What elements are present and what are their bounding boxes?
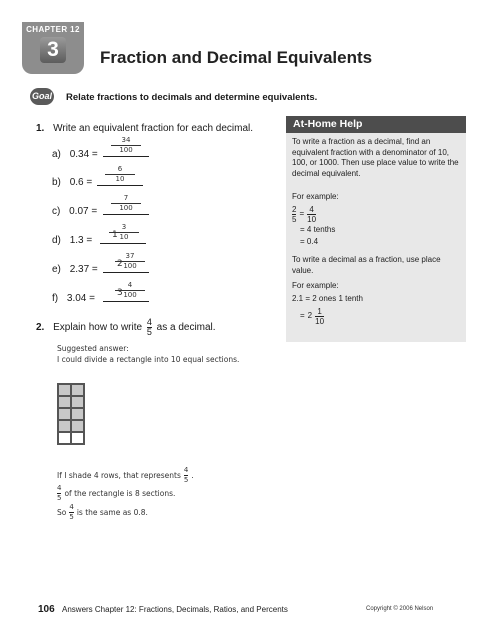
item-d — [52, 235, 92, 246]
goal-badge: Goal — [30, 88, 54, 105]
goal-text: Relate fractions to decimals and determine equivalents. — [66, 92, 318, 103]
answer-fraction — [111, 194, 141, 213]
item-label: e) — [52, 264, 61, 275]
explanation-line-2 — [57, 484, 175, 503]
explanation-text: If I shade 4 rows, that represents — [57, 471, 181, 480]
item-a — [52, 149, 98, 160]
help-example-line: 2.1 = 2 ones 1 tenth — [292, 294, 363, 303]
page-title: Fraction and Decimal Equivalents — [100, 48, 373, 67]
help-paragraph-1: To write a fraction as a decimal, find an equivalent fraction with a denominator of 10, 100, or 1000. Then use place value to write the decimal equivalent. — [292, 137, 459, 178]
answer-fraction — [115, 281, 145, 300]
help-title: At-Home Help — [293, 118, 363, 130]
item-expression: 3.04 = — [66, 293, 95, 304]
item-label: d) — [52, 235, 61, 246]
item-label: a) — [52, 149, 61, 160]
explanation-text: is the same as 0.8. — [76, 508, 148, 517]
inline-fraction — [292, 205, 296, 224]
mixed-whole: 2 — [307, 311, 313, 321]
fraction-denominator: 5 — [183, 476, 189, 484]
item-c — [52, 206, 97, 217]
question-prompt: Explain how to write — [53, 322, 143, 334]
answer-numerator: 37 — [125, 252, 135, 260]
fraction-denominator: 5 — [146, 327, 152, 337]
help-example-label: For example: — [292, 192, 339, 201]
inline-fraction — [147, 318, 152, 337]
item-label: c) — [52, 206, 61, 217]
answer-line — [103, 272, 149, 273]
answer-denominator: 10 — [109, 232, 139, 242]
item-expression: 1.3 = — [69, 235, 93, 246]
answer-whole: 1 — [112, 230, 118, 240]
answer-numerator: 3 — [121, 223, 127, 231]
answer-denominator: 100 — [111, 203, 141, 213]
grid-cell — [71, 432, 84, 444]
explanation-line-3 — [57, 503, 148, 522]
lesson-number-badge: 3 — [40, 37, 66, 63]
inline-fraction — [57, 484, 61, 503]
footer-text: Answers Chapter 12: Fractions, Decimals, Ratios, and Percents — [62, 605, 288, 614]
help-example-line: = 4 tenths — [300, 225, 336, 234]
answer-line — [103, 156, 149, 157]
answer-line — [97, 185, 143, 186]
answer-whole: 2 — [117, 259, 123, 269]
grid-cell — [58, 432, 71, 444]
explanation-text: So — [57, 508, 67, 517]
item-f — [52, 293, 95, 304]
answer-numerator: 4 — [127, 281, 133, 289]
grid-cell-shaded — [71, 396, 84, 408]
explanation-period: . — [191, 471, 194, 480]
inline-fraction — [69, 503, 73, 522]
item-expression: 2.37 = — [69, 264, 98, 275]
answer-heading: Suggested answer: — [57, 344, 129, 353]
answer-line — [100, 243, 146, 244]
question-prompt: Write an equivalent fraction for each decimal. — [53, 123, 254, 134]
help-example-1: $\frac{2}{5}$ = $\frac{4}{10}$ — [292, 205, 317, 224]
item-label: f) — [52, 293, 59, 304]
answer-line — [103, 214, 149, 215]
fraction-numerator: 1 — [317, 307, 322, 316]
answer-fraction — [109, 223, 139, 242]
help-example-2: = 2 $\frac{1}{10}$ — [300, 307, 325, 326]
answer-denominator: 100 — [111, 145, 141, 155]
fraction-numerator: 4 — [69, 503, 74, 511]
fraction-denominator: 5 — [57, 494, 62, 502]
help-example-line: = 0.4 — [300, 237, 319, 246]
page-number: 106 — [38, 604, 55, 615]
question-number: 1. — [36, 123, 45, 134]
answer-numerator: 7 — [123, 194, 129, 202]
fraction-numerator: 4 — [57, 484, 62, 492]
help-paragraph-2: To write a decimal as a fraction, use place value. — [292, 255, 441, 275]
inline-fraction — [307, 205, 316, 224]
answer-denominator: 10 — [105, 174, 135, 184]
question-1 — [36, 123, 253, 134]
grid-cell-shaded — [58, 384, 71, 396]
question-prompt-end: as a decimal. — [156, 322, 216, 334]
explanation-line-1 — [57, 466, 194, 485]
item-label: b) — [52, 177, 61, 188]
answer-denominator: 100 — [115, 261, 145, 271]
fraction-denominator: 5 — [292, 215, 297, 224]
tenths-grid — [57, 383, 85, 445]
item-e — [52, 264, 98, 275]
answer-fraction — [115, 252, 145, 271]
grid-cell-shaded — [71, 384, 84, 396]
chapter-label: CHAPTER 12 — [26, 25, 80, 34]
answer-numerator: 6 — [117, 165, 123, 173]
grid-cell-shaded — [71, 420, 84, 432]
fraction-numerator: 4 — [309, 205, 314, 214]
grid-cell-shaded — [58, 420, 71, 432]
copyright: Copyright © 2006 Nelson — [366, 606, 434, 612]
grid-cell-shaded — [71, 408, 84, 420]
grid-cell-shaded — [58, 396, 71, 408]
fraction-denominator: 10 — [315, 317, 325, 326]
fraction-numerator: 4 — [183, 466, 189, 474]
fraction-numerator: 2 — [292, 205, 297, 214]
question-number: 2. — [36, 322, 45, 334]
answer-numerator: 34 — [121, 136, 131, 144]
item-expression: 0.6 = — [69, 177, 93, 188]
item-expression: 0.07 = — [69, 206, 98, 217]
inline-fraction — [315, 307, 324, 326]
answer-fraction — [105, 165, 135, 184]
answer-whole: 3 — [117, 288, 123, 298]
answer-line — [103, 301, 149, 302]
item-b — [52, 177, 92, 188]
explanation-text: of the rectangle is 8 sections. — [64, 489, 176, 498]
answer-fraction — [111, 136, 141, 155]
answer-denominator: 100 — [115, 290, 145, 300]
help-example-label: For example: — [292, 281, 339, 290]
fraction-denominator: 10 — [307, 215, 317, 224]
item-expression: 0.34 = — [69, 149, 98, 160]
fraction-numerator: 4 — [146, 317, 152, 327]
question-2 — [36, 318, 216, 337]
answer-sentence: I could divide a rectangle into 10 equal sections. — [57, 355, 240, 364]
inline-fraction — [184, 466, 188, 485]
grid-cell-shaded — [58, 408, 71, 420]
fraction-denominator: 5 — [69, 513, 74, 521]
